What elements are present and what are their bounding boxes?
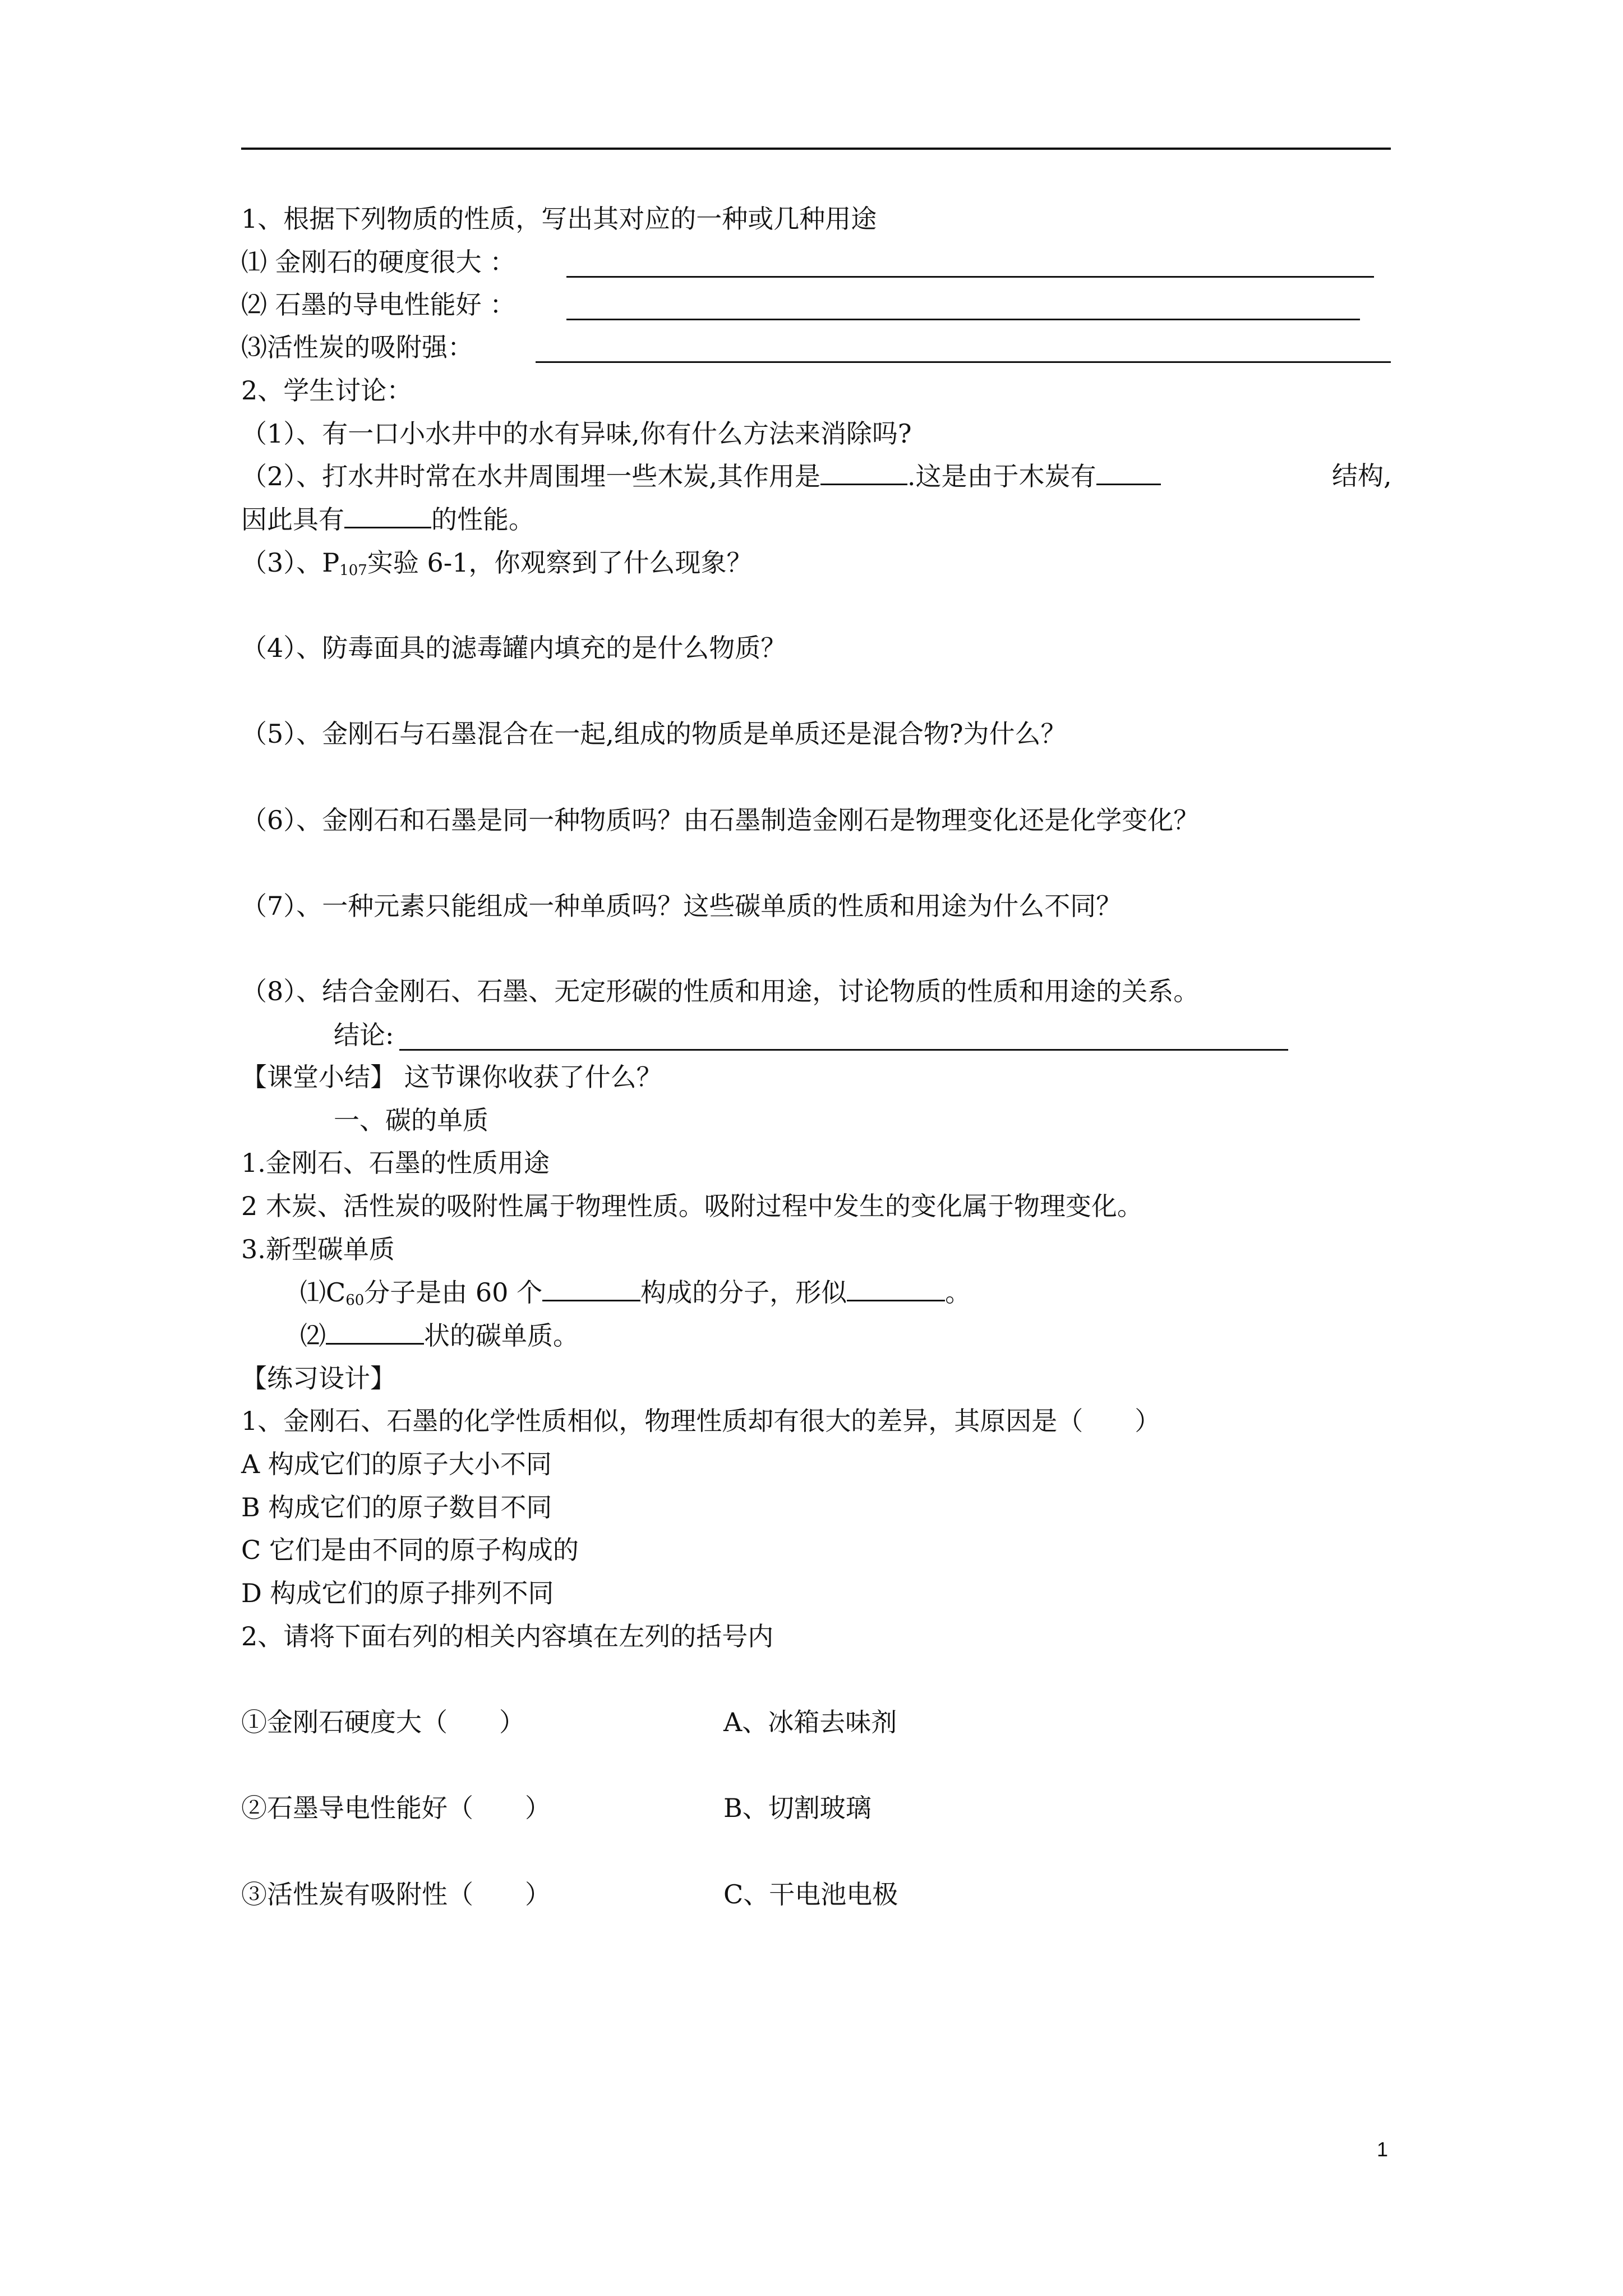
match-right-b: B、切割玻璃 (723, 1793, 872, 1823)
practice-option-c: C 它们是由不同的原子构成的 (241, 1535, 579, 1565)
q2-sub-1: （1）、有一口小水井中的水有异味,你有什么方法来消除吗? (241, 418, 912, 449)
q1-blank-2[interactable] (566, 319, 1360, 320)
summary-line-1: 一、碳的单质 (334, 1105, 488, 1135)
carbon-blank-shape[interactable] (326, 1318, 424, 1345)
practice-q2: 2、请将下面右列的相关内容填在左列的括号内 (241, 1621, 774, 1651)
summary-line-5: $⑴C_{60}$分子是由 60 个 构成的分子，形似 。 (300, 1275, 971, 1317)
practice-option-b: B 构成它们的原子数目不同 (241, 1492, 552, 1522)
conclusion-label: 结论: (334, 1020, 394, 1050)
practice-heading: 【练习设计】 (241, 1363, 396, 1393)
practice-option-d: D 构成它们的原子排列不同 (241, 1578, 554, 1608)
summary-line-6: ⑵ 状的碳单质。 (300, 1318, 579, 1352)
summary-line-4: 3.新型碳单质 (241, 1234, 395, 1264)
q1-title: 1、根据下列物质的性质，写出其对应的一种或几种用途 (241, 204, 877, 234)
q1-item-1: ⑴ 金刚石的硬度很大 ： (241, 247, 516, 277)
header-rule (241, 148, 1391, 150)
q2-blank-structure[interactable] (1096, 459, 1161, 485)
q2-sub-3: （3）、$P_{107}$实验 6-1，你观察到了什么现象？ (241, 547, 753, 579)
practice-q1: 1、金刚石、石墨的化学性质相似，物理性质却有很大的差异，其原因是（ ） (241, 1406, 1161, 1436)
match-left-1: ①金刚石硬度大（ ） (241, 1707, 525, 1737)
q2-sub-4: （4）、防毒面具的滤毒罐内填充的是什么物质？ (241, 633, 787, 663)
q2-sub-2-structure-word: 结构, (1332, 461, 1392, 491)
c60-blank-shape[interactable] (847, 1275, 945, 1301)
match-right-c: C、干电池电极 (723, 1879, 898, 1910)
page-number: 1 (1377, 2138, 1389, 2161)
q2-title: 2、学生讨论： (241, 375, 413, 406)
q1-blank-1[interactable] (566, 276, 1374, 278)
c60-blank-atoms[interactable] (542, 1275, 640, 1301)
q1-blank-3[interactable] (536, 361, 1391, 363)
q2-sub-2-line1: （2）、打水井时常在水井周围埋一些木炭,其作用是 .这是由于木炭有 (241, 459, 1161, 493)
q2-blank-property[interactable] (344, 502, 431, 528)
summary-line-2: 1.金刚石、石墨的性质用途 (241, 1148, 550, 1178)
q2-sub-8: （8）、结合金刚石、石墨、无定形碳的性质和用途，讨论物质的性质和用途的关系。 (241, 976, 1200, 1006)
q1-item-2: ⑵ 石墨的导电性能好 ： (241, 289, 516, 320)
q2-sub-5: （5）、金刚石与石墨混合在一起,组成的物质是单质还是混合物?为什么？ (241, 719, 1067, 749)
q2-blank-function[interactable] (820, 459, 907, 485)
q2-sub-6: （6）、金刚石和石墨是同一种物质吗？由石墨制造金刚石是物理变化还是化学变化？ (241, 805, 1200, 835)
match-left-2: ②石墨导电性能好（ ） (241, 1793, 551, 1823)
practice-option-a: A 构成它们的原子大小不同 (241, 1449, 552, 1479)
q1-item-3: ⑶活性炭的吸附强： (241, 332, 473, 362)
summary-heading: 【课堂小结】 这节课你收获了什么？ (241, 1062, 662, 1092)
match-left-3: ③活性炭有吸附性（ ） (241, 1879, 551, 1910)
match-right-a: A、冰箱去味剂 (723, 1707, 897, 1737)
q2-sub-7: （7）、一种元素只能组成一种单质吗？这些碳单质的性质和用途为什么不同？ (241, 891, 1122, 921)
conclusion-blank[interactable] (399, 1049, 1288, 1051)
q2-sub-2-line2: 因此具有 的性能。 (241, 502, 534, 536)
summary-line-3: 2 木炭、活性炭的吸附性属于物理性质。吸附过程中发生的变化属于物理变化。 (241, 1191, 1143, 1221)
